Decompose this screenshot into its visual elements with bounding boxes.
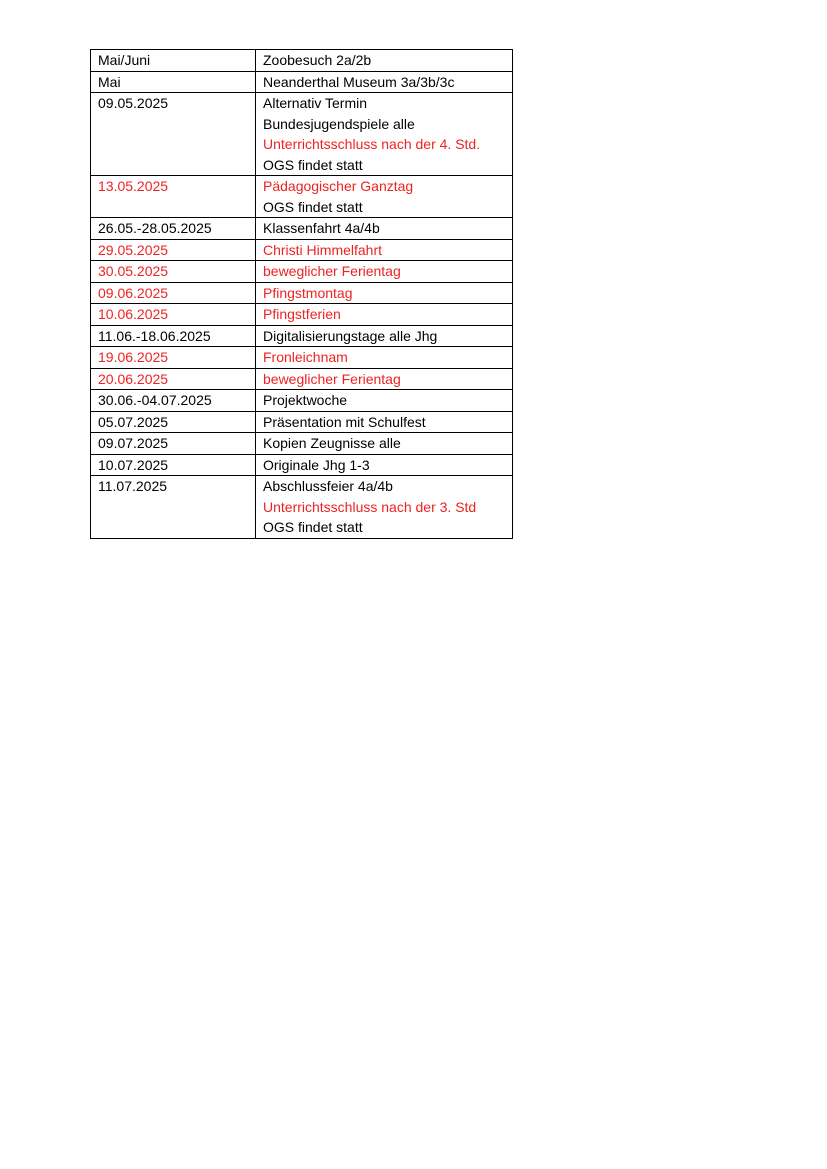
- date-cell: 10.06.2025: [91, 304, 256, 326]
- date-cell: 11.07.2025: [91, 476, 256, 539]
- event-cell: [256, 218, 513, 240]
- event-line: Pfingstmontag: [263, 284, 353, 301]
- event-cell: [256, 476, 513, 539]
- event-cell: [256, 368, 513, 390]
- date-cell: 19.06.2025: [91, 347, 256, 369]
- event-cell: [256, 71, 513, 93]
- table-row: [91, 239, 513, 261]
- event-cell: [256, 93, 513, 176]
- schedule-table: [90, 49, 513, 539]
- event-line: Pädagogischer Ganztag: [263, 178, 414, 194]
- date-cell: 10.07.2025: [91, 454, 256, 476]
- event-line: Projektwoche: [263, 392, 348, 408]
- event-line: Pfingstferien: [263, 306, 341, 322]
- event-cell: [256, 50, 513, 72]
- event-line: beweglicher Ferientag: [263, 370, 401, 387]
- date-cell: 09.06.2025: [91, 282, 256, 304]
- event-line: beweglicher Ferientag: [263, 263, 401, 279]
- table-row: [91, 476, 513, 539]
- event-line: Unterrichtsschluss nach der 4. Std.: [263, 136, 481, 152]
- event-cell: [256, 411, 513, 433]
- event-line: Digitalisierungstage alle Jhg: [263, 327, 438, 344]
- table-row: [91, 304, 513, 326]
- table-row: [91, 71, 513, 93]
- event-cell: [256, 282, 513, 304]
- table-row: [91, 282, 513, 304]
- table-row: [91, 261, 513, 283]
- date-cell: 30.06.-04.07.2025: [91, 390, 256, 412]
- table-row: [91, 347, 513, 369]
- table-row: [91, 325, 513, 347]
- table-row: [91, 390, 513, 412]
- event-cell: [256, 176, 513, 218]
- date-cell: 11.06.-18.06.2025: [91, 325, 256, 347]
- table-row: [91, 50, 513, 72]
- event-line: Präsentation mit Schulfest: [263, 413, 426, 430]
- event-line: Christi Himmelfahrt: [263, 241, 383, 258]
- event-cell: [256, 454, 513, 476]
- date-cell: 13.05.2025: [91, 176, 256, 218]
- date-cell: 09.07.2025: [91, 433, 256, 455]
- date-cell: 29.05.2025: [91, 239, 256, 261]
- event-line: Bundesjugendspiele alle: [263, 115, 415, 132]
- table-row: [91, 411, 513, 433]
- event-cell: [256, 433, 513, 455]
- date-cell: 30.05.2025: [91, 261, 256, 283]
- table-row: [91, 93, 513, 176]
- schedule-table-body: [91, 50, 513, 539]
- date-cell: 26.05.-28.05.2025: [91, 218, 256, 240]
- event-cell: [256, 261, 513, 283]
- event-cell: [256, 239, 513, 261]
- table-row: [91, 433, 513, 455]
- table-row: [91, 454, 513, 476]
- date-cell: 20.06.2025: [91, 368, 256, 390]
- event-line: OGS findet statt: [263, 198, 363, 215]
- date-cell: 09.05.2025: [91, 93, 256, 176]
- date-cell: Mai/Juni: [91, 50, 256, 72]
- event-line: Unterrichtsschluss nach der 3. Std: [263, 498, 477, 515]
- event-cell: [256, 325, 513, 347]
- event-line: Abschlussfeier 4a/4b: [263, 478, 393, 494]
- event-cell: [256, 390, 513, 412]
- event-line: Klassenfahrt 4a/4b: [263, 220, 380, 236]
- table-row: [91, 218, 513, 240]
- event-cell: [256, 347, 513, 369]
- event-line: OGS findet statt: [263, 519, 363, 535]
- event-line: Kopien Zeugnisse alle: [263, 435, 401, 451]
- event-line: Neanderthal Museum 3a/3b/3c: [263, 73, 455, 90]
- event-line: OGS findet statt: [263, 156, 363, 173]
- table-row: [91, 368, 513, 390]
- event-line: Fronleichnam: [263, 349, 348, 365]
- table-row: [91, 176, 513, 218]
- date-cell: 05.07.2025: [91, 411, 256, 433]
- event-cell: [256, 304, 513, 326]
- date-cell: Mai: [91, 71, 256, 93]
- event-line: Alternativ Termin: [263, 95, 368, 111]
- event-line: Zoobesuch 2a/2b: [263, 52, 372, 68]
- event-line: Originale Jhg 1-3: [263, 456, 370, 473]
